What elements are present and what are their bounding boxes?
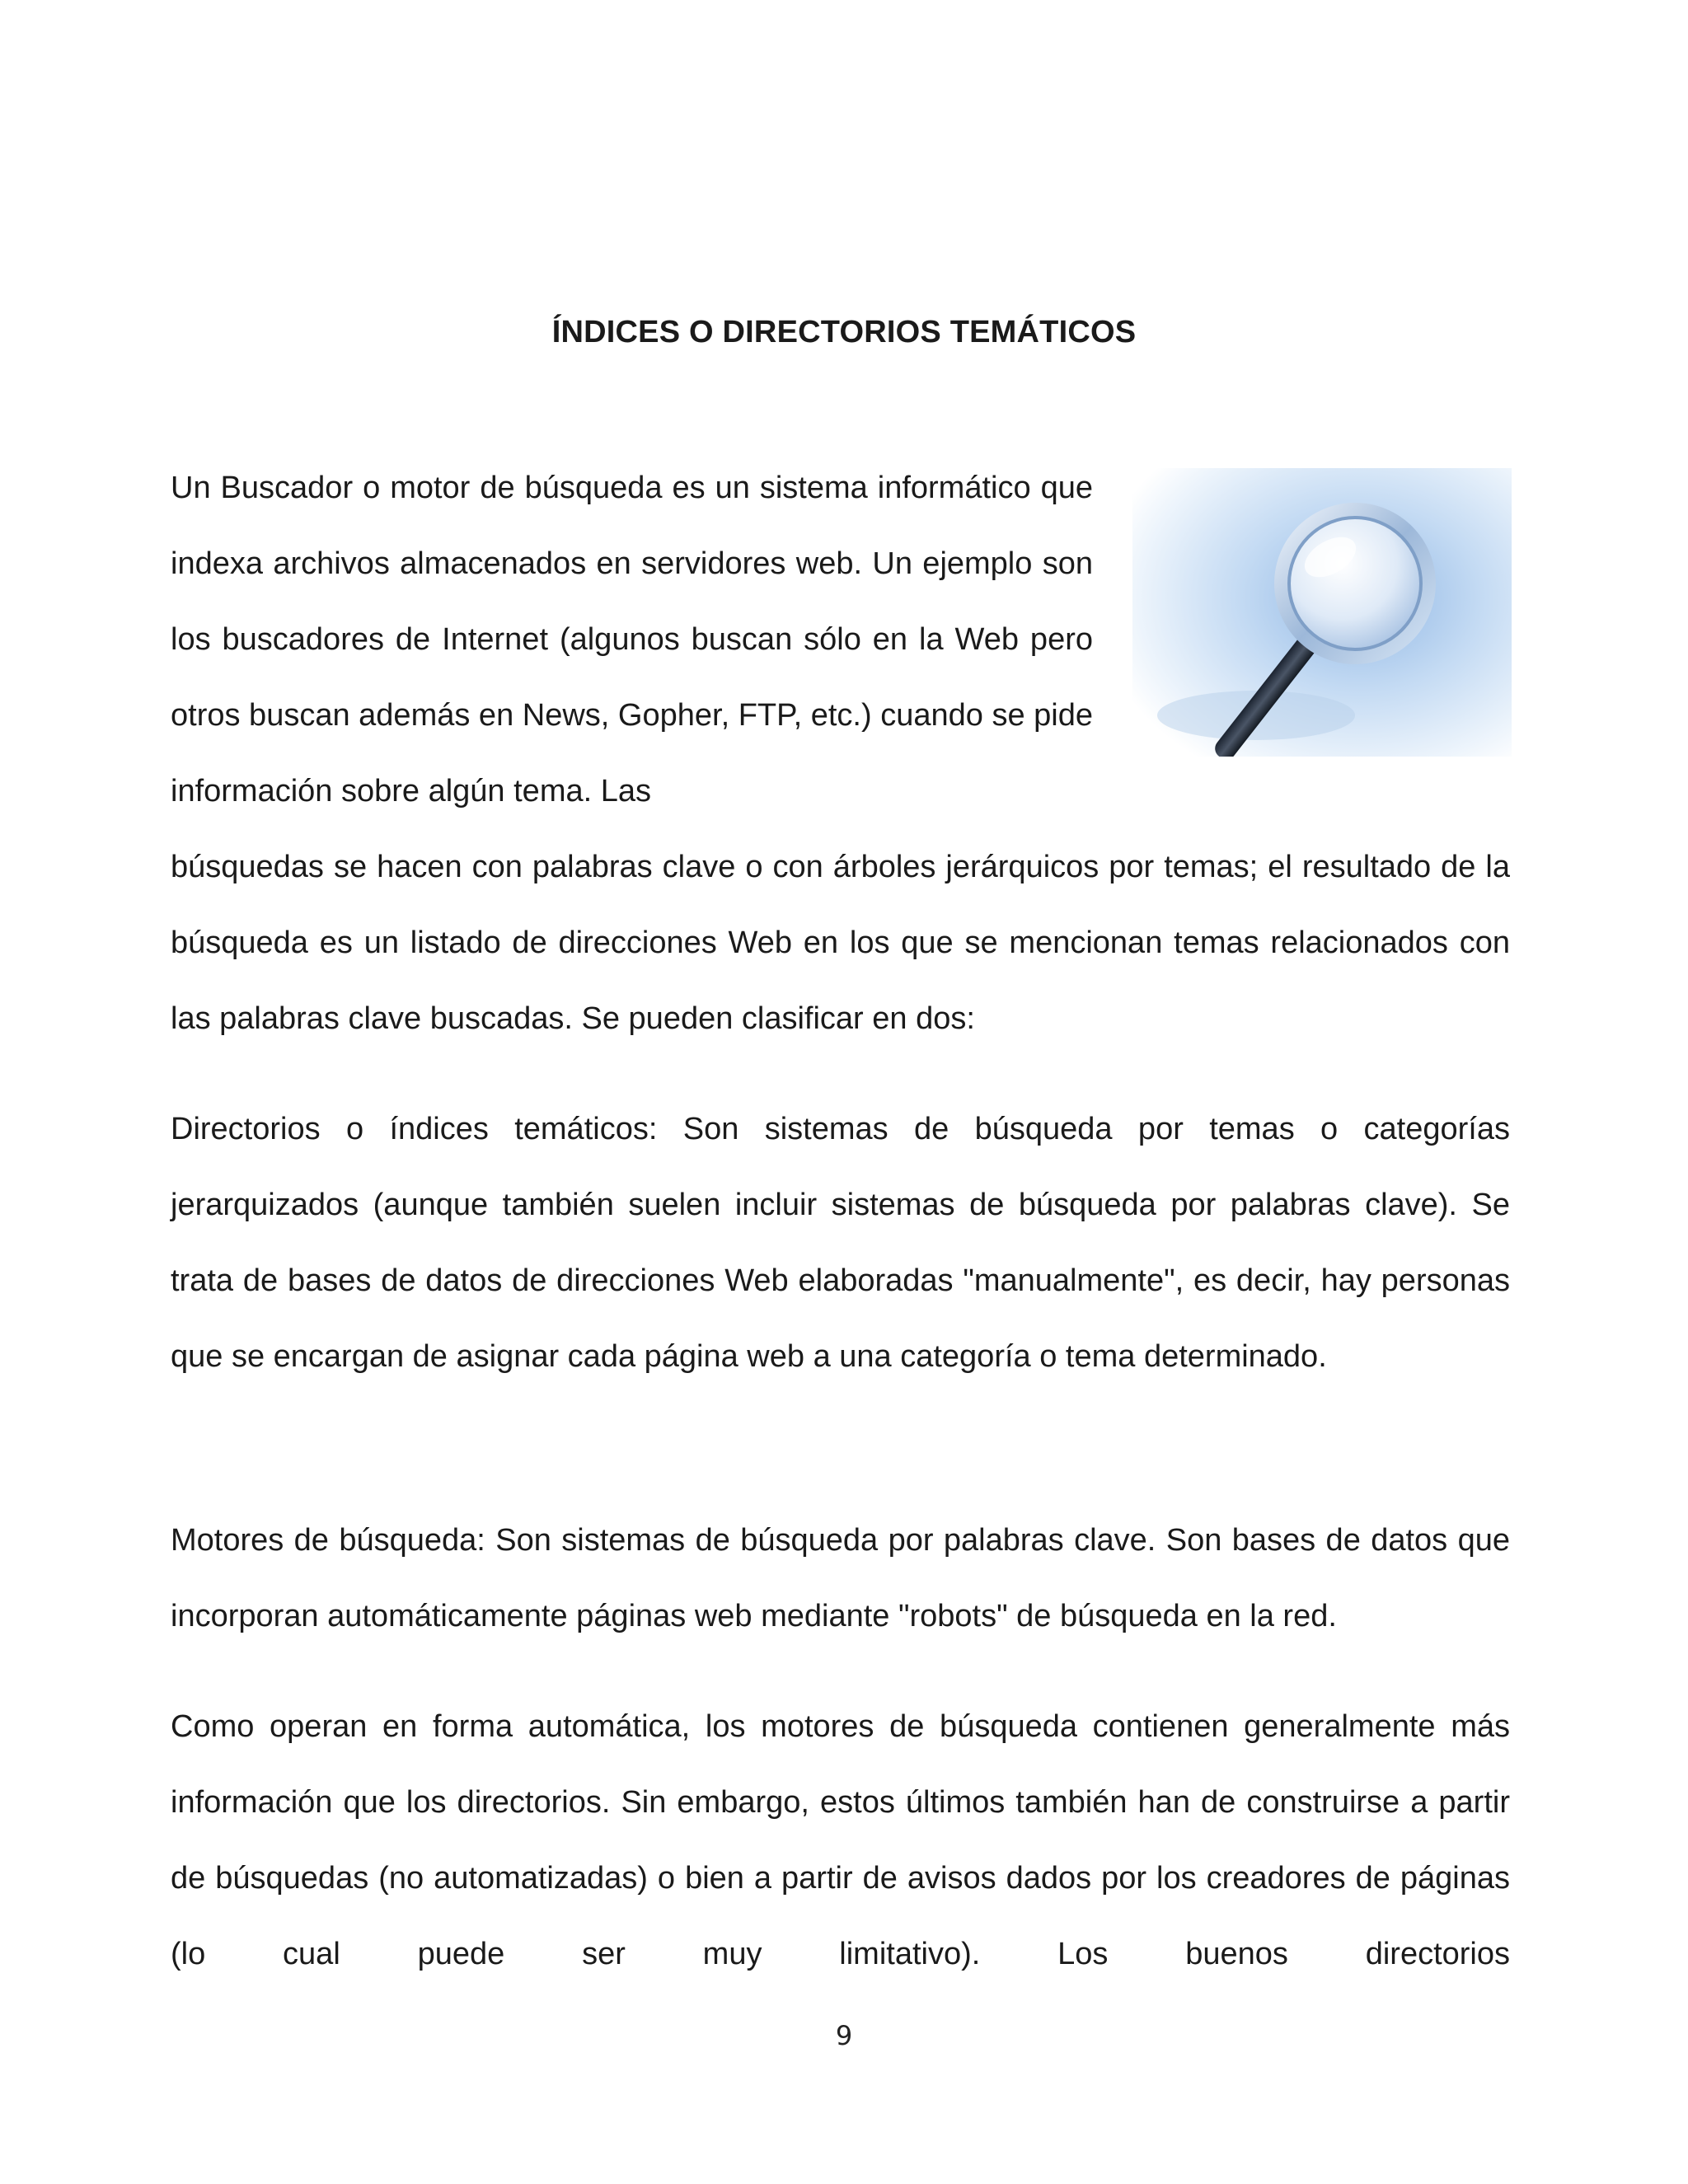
page-number: 9	[835, 2020, 853, 2051]
intro-paragraph: Un Buscador o motor de búsqueda es un sistema informático que indexa archivos almacenados en servidores web. Un ejemplo son los buscadores de Internet (algunos buscan sólo en la Web pero otros buscan además en News, Gopher, FTP, etc.) cuando se pide información sobre algún tema. Las	[171, 471, 1093, 808]
magnifying-glass-image	[1132, 468, 1512, 757]
page-title: ÍNDICES O DIRECTORIOS TEMÁTICOS	[551, 315, 1137, 349]
engines-paragraph: Motores de búsqueda: Son sistemas de búsqueda por palabras clave. Son bases de datos que incorporan automáticamente páginas web mediante "robots" de búsqueda en la red.	[171, 1523, 1510, 1633]
magnifying-glass-icon	[1132, 468, 1512, 757]
directories-paragraph: Directorios o índices temáticos: Son sistemas de búsqueda por temas o categorías jerarquizados (aunque también suelen incluir sistemas de búsqueda por palabras clave). Se trata de bases de datos de direcciones Web elaboradas "manualmente", es decir, hay personas que se encargan de asignar cada página web a una categoría o tema determinado.	[171, 1112, 1510, 1374]
intro-continuation-paragraph: búsquedas se hacen con palabras clave o con árboles jerárquicos por temas; el resultado de la búsqueda es un listado de direcciones Web en los que se mencionan temas relacionados con las palabras clave buscadas. Se pueden clasificar en dos:	[171, 850, 1510, 1036]
comparison-paragraph: Como operan en forma automática, los motores de búsqueda contienen generalmente más información que los directorios. Sin embargo, estos últimos también han de construirse a partir de búsquedas (no automatizadas) o bien a partir de avisos dados por los creadores de páginas (lo cual puede ser muy limitativo). Los buenos directorios	[171, 1709, 1510, 1971]
